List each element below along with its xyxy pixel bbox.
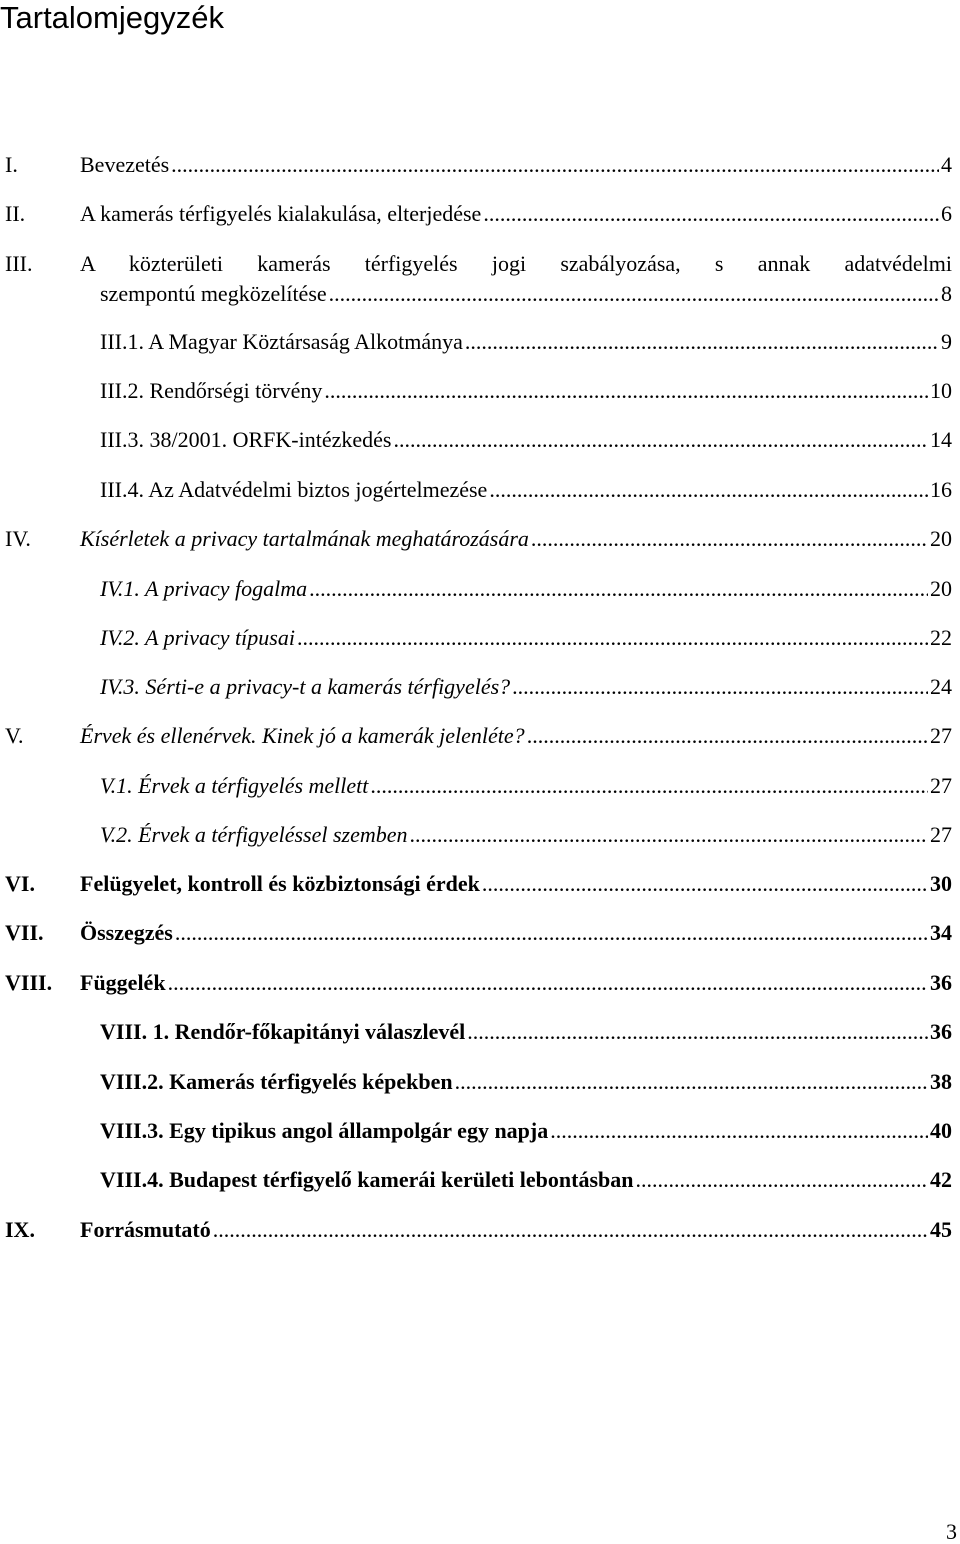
toc-entry-title: VIII. 1. Rendőr-főkapitányi válaszlevél: [100, 1019, 466, 1044]
page-title: Tartalomjegyzék: [0, 0, 224, 35]
toc-entry-title: Felügyelet, kontroll és közbiztonsági érdek: [80, 871, 480, 896]
toc-leader-dots: [550, 1116, 928, 1146]
toc-entry-page: 34: [930, 920, 952, 945]
toc-entry-page: 16: [930, 477, 952, 502]
toc-entry-title: VIII.4. Budapest térfigyelő kamerái kerületi lebontásban: [100, 1167, 634, 1192]
toc-entry[interactable]: [0, 1116, 952, 1146]
toc-leader-dots: [168, 968, 928, 998]
toc-entry[interactable]: [0, 820, 952, 850]
toc-entry-title: III.4. Az Adatvédelmi biztos jogértelmezése: [100, 477, 488, 502]
toc-entry-page: 27: [930, 773, 952, 798]
toc-leader-dots: [483, 199, 939, 229]
toc-leader-dots: [329, 279, 939, 309]
toc-entry-page: 4: [941, 152, 952, 177]
toc-entry[interactable]: [0, 279, 952, 309]
toc-entry-title-line1[interactable]: A közterületi kamerás térfigyelés jogi szabályozása, s annak adatvédelmi: [80, 251, 952, 276]
toc-entry-title: Kísérletek a privacy tartalmának meghatározására: [80, 526, 529, 551]
toc-entry-title: V.2. Érvek a térfigyeléssel szemben: [100, 822, 408, 847]
toc-entry[interactable]: [0, 524, 952, 554]
toc-entry[interactable]: [0, 425, 952, 455]
toc-leader-dots: [527, 721, 928, 751]
toc-leader-dots: [297, 623, 928, 653]
toc-entry-page: 8: [941, 281, 952, 306]
toc-entry-title: Összegzés: [80, 920, 173, 945]
toc-entry-title: IV.1. A privacy fogalma: [100, 576, 308, 601]
toc-entry[interactable]: [0, 623, 952, 653]
toc-entry-title: VIII.3. Egy tipikus angol állampolgár egy napja: [100, 1118, 549, 1143]
toc-entry[interactable]: [0, 968, 952, 998]
toc-entry-title: IV.2. A privacy típusai: [100, 625, 295, 650]
toc-entry-title: VIII.2. Kamerás térfigyelés képekben: [100, 1069, 453, 1094]
toc-entry[interactable]: [0, 1215, 952, 1245]
toc-entry-page: 9: [941, 329, 952, 354]
toc-entry-number: I.: [5, 152, 18, 177]
toc-entry-page: 6: [941, 201, 952, 226]
toc-entry[interactable]: [0, 672, 952, 702]
toc-leader-dots: [309, 574, 928, 604]
toc-leader-dots: [465, 327, 939, 357]
toc-entry-title: III.3. 38/2001. ORFK-intézkedés: [100, 427, 392, 452]
toc-entry-title: Függelék: [80, 970, 166, 995]
toc-entry-number: VII.: [5, 920, 44, 945]
toc-entry-page: 27: [930, 723, 952, 748]
toc-entry[interactable]: [0, 327, 952, 357]
toc-entry-page: 36: [930, 1019, 952, 1044]
toc-leader-dots: [171, 150, 939, 180]
toc-entry-page: 20: [930, 576, 952, 601]
toc-entry-page: 10: [930, 378, 952, 403]
toc-entry-number: V.: [5, 723, 24, 748]
toc-entry-page: 24: [930, 674, 952, 699]
toc-entry-title: III.1. A Magyar Köztársaság Alkotmánya: [100, 329, 463, 354]
toc-entry-page: 14: [930, 427, 952, 452]
toc-leader-dots: [393, 425, 928, 455]
toc-entry[interactable]: [0, 771, 952, 801]
toc-entry-title: IV.3. Sérti-e a privacy-t a kamerás térfigyelés?: [100, 674, 511, 699]
toc-leader-dots: [489, 475, 928, 505]
toc-leader-dots: [636, 1165, 929, 1195]
toc-entry-page: 42: [930, 1167, 952, 1192]
toc-entry-number: VIII.: [5, 970, 53, 995]
toc-entry[interactable]: [0, 574, 952, 604]
toc-leader-dots: [410, 820, 928, 850]
toc-entry-page: 38: [930, 1069, 952, 1094]
toc-leader-dots: [175, 918, 928, 948]
toc-leader-dots: [467, 1017, 928, 1047]
toc-entry-page: 27: [930, 822, 952, 847]
toc-entry-number: VI.: [5, 871, 35, 896]
toc-entry[interactable]: [0, 1017, 952, 1047]
toc-entry[interactable]: [0, 475, 952, 505]
toc-entry-title: Forrásmutató: [80, 1217, 211, 1242]
toc-leader-dots: [370, 771, 928, 801]
toc-entry[interactable]: [0, 1165, 952, 1195]
toc-entry-title: Bevezetés: [80, 152, 170, 177]
toc-entry-number: IX.: [5, 1217, 35, 1242]
toc-entry[interactable]: [0, 869, 952, 899]
toc-entry-page: 22: [930, 625, 952, 650]
toc-entry-page: 45: [930, 1217, 952, 1242]
toc-entry[interactable]: [0, 918, 952, 948]
toc-entry-number: II.: [5, 201, 26, 226]
toc-entry-title: A kamerás térfigyelés kialakulása, elterjedése: [80, 201, 482, 226]
toc-leader-dots: [324, 376, 928, 406]
toc-entry-page: 36: [930, 970, 952, 995]
toc-entry-page: 20: [930, 526, 952, 551]
toc-entry-number: IV.: [5, 526, 31, 551]
toc-entry-title: III.2. Rendőrségi törvény: [100, 378, 323, 403]
toc-leader-dots: [455, 1067, 928, 1097]
toc-entry-title: V.1. Érvek a térfigyelés mellett: [100, 773, 369, 798]
toc-entry-number: III.: [5, 251, 33, 276]
toc-entry[interactable]: [0, 721, 952, 751]
toc-entry[interactable]: [0, 199, 952, 229]
toc-leader-dots: [531, 524, 928, 554]
toc-entry-title: Érvek és ellenérvek. Kinek jó a kamerák jelenléte?: [80, 723, 525, 748]
toc-leader-dots: [482, 869, 928, 899]
toc-entry-page: 40: [930, 1118, 952, 1143]
toc-entry-title: szempontú megközelítése: [100, 281, 327, 306]
toc-entry-page: 30: [930, 871, 952, 896]
page-number: 3: [946, 1519, 957, 1544]
toc-entry[interactable]: [0, 1067, 952, 1097]
toc-leader-dots: [512, 672, 928, 702]
toc-entry[interactable]: [0, 376, 952, 406]
toc-entry[interactable]: [0, 150, 952, 180]
toc-leader-dots: [213, 1215, 928, 1245]
